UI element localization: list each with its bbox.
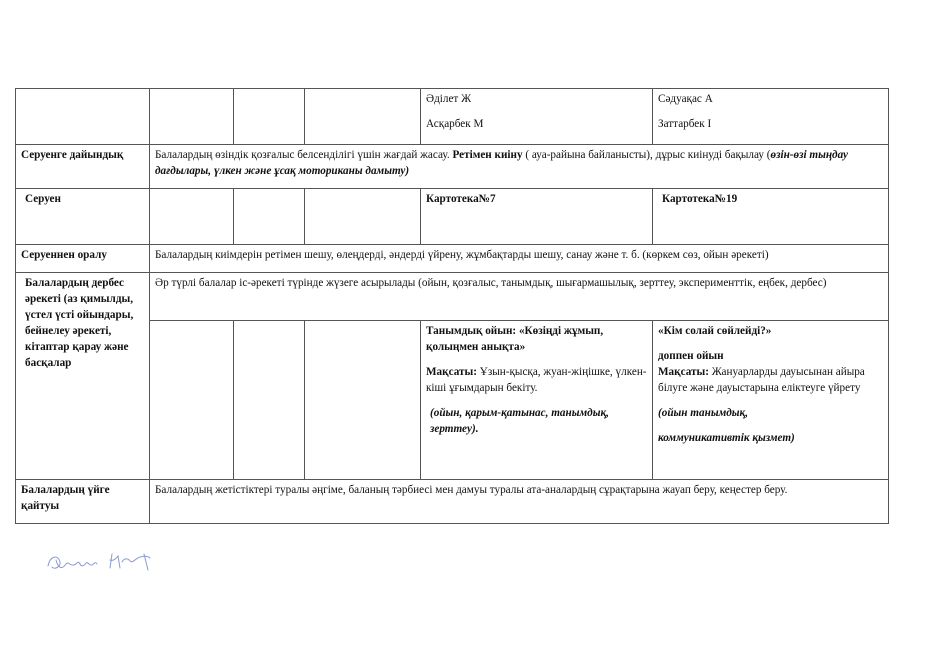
prep-walk-row [16,145,889,189]
names-cell-b [653,89,889,145]
empty-cell [305,89,421,145]
empty-cell [234,89,305,145]
game-title: Танымдық ойын: «Көзіңді жұмып, қолыңмен анықта» [426,325,604,353]
game-tags: коммуникативтік қызмет) [658,431,795,444]
row-title-walk: Серуен [16,189,150,245]
walk-card-b: Картотека№19 [653,189,889,245]
handwritten-signature [44,548,164,578]
game-subtitle: доппен ойын [658,349,724,362]
game-tags: (ойын танымдық, [658,406,749,419]
independent-text: Әр түрлі балалар іс-әрекеті түрінде жүзеге асырылады (ойын, қозғалыс, танымдық, шығармашылық, зерттеу, эксперименттік, еңбек, дербес) [150,273,889,321]
game-tags: (ойын, қарым-қатынас, танымдық, зерттеу). [430,406,609,435]
row-title-independent: Балалардың дербес әрекеті (аз қимылды, үстел үсті ойындары, бейнелеу әрекеті, кітаптар қарау және басқалар [16,273,150,480]
row-title-return-walk: Серуеннен оралу [16,245,150,273]
child-name: Заттарбек І [658,117,712,130]
return-walk-row [16,245,889,273]
independent-row [16,273,889,321]
return-walk-text: Балалардың киімдерін ретімен шешу, өлеңдерді, әндерді үйрену, жұмбақтарды шешу, санау және т. б. (көркем сөз, ойын әрекеті) [150,245,889,273]
empty-cell [305,321,421,480]
game-goal: Мақсаты: Ұзын-қысқа, жуан-жіңішке, үлкен-кіші ұғымдарын бекіту. [426,365,647,394]
empty-cell [234,189,305,245]
child-name: Сәдуақас А [658,93,713,105]
empty-cell [150,89,234,145]
empty-cell [16,89,150,145]
prep-walk-text: Балалардың өзіндік қозғалыс белсенділігі үшін жағдай жасау. Ретімен киіну ( ауа-райына байланысты), дұрыс киінуді бақылау (өзін-өзі тыңдау дағдылары, үлкен және ұсақ моториканы дамыту) [150,145,889,189]
game-cell-a [421,321,653,480]
names-cell-a [421,89,653,145]
empty-cell [150,321,234,480]
names-row [16,89,889,145]
walk-card-a: Картотека№7 [421,189,653,245]
child-name: Асқарбек М [426,117,484,130]
going-home-text: Балалардың жетістіктері туралы әңгіме, баланың тәрбиесі мен дамуы туралы ата-аналардың сұрақтарына жауап беру, кеңестер беру. [150,480,889,524]
game-title: «Кім солай сөйлейді?» [658,325,772,337]
daily-plan-table [15,88,889,524]
empty-cell [305,189,421,245]
row-title-going-home: Балалардың үйге қайтуы [16,480,150,524]
row-title-prep-walk: Серуенге дайындық [16,145,150,189]
empty-cell [150,189,234,245]
child-name: Әділет Ж [426,93,472,105]
going-home-row [16,480,889,524]
game-cell-b [653,321,889,480]
empty-cell [234,321,305,480]
walk-row [16,189,889,245]
game-goal: Мақсаты: Жануарларды дауысынан айыра білуге және дауыстарына еліктеуге үйрету [658,365,865,394]
